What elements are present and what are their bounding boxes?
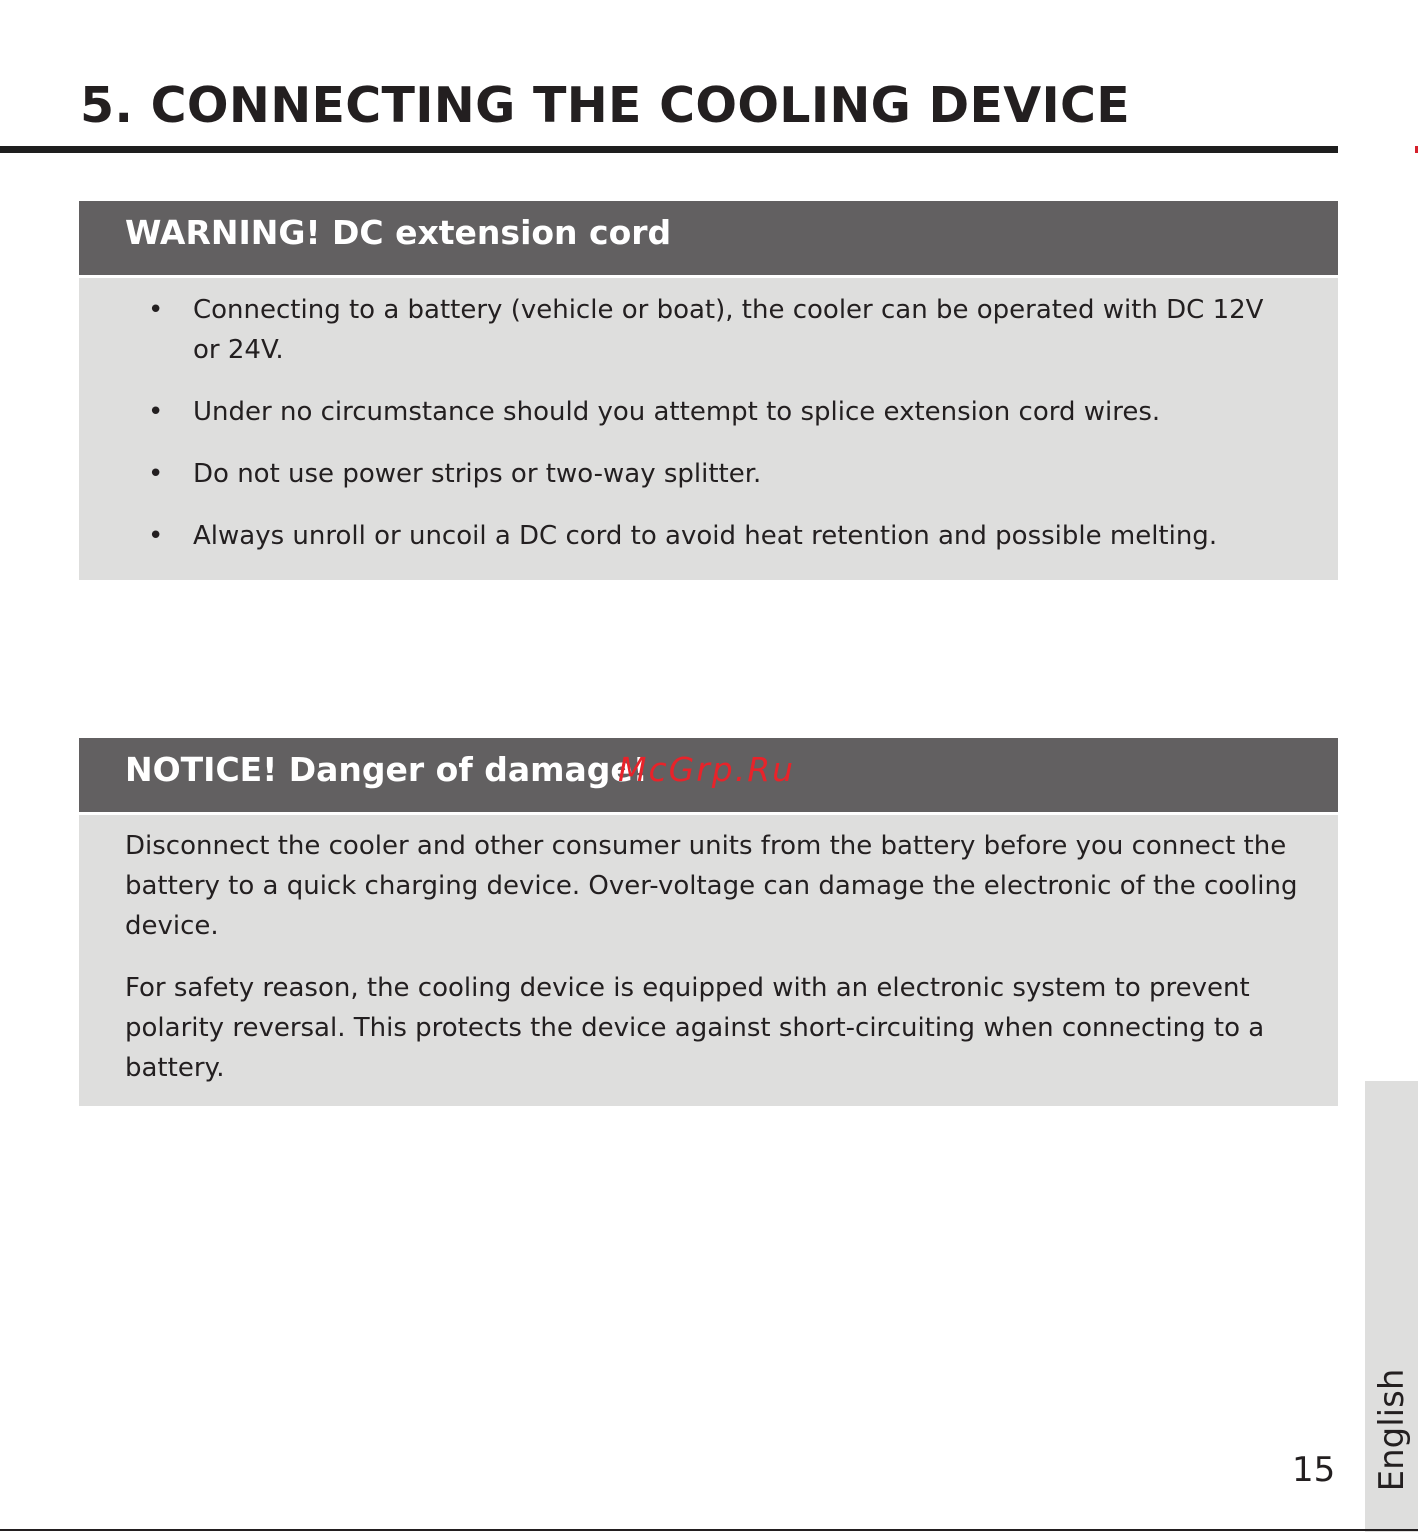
warning-heading: WARNING! DC extension cord — [125, 213, 672, 252]
watermark: McGrp.Ru — [618, 750, 796, 789]
list-item-text: Always unroll or uncoil a DC cord to avoid heat retention and possible melting. — [193, 521, 1218, 551]
warning-list — [79, 290, 1338, 578]
bullet-icon: • — [148, 521, 164, 551]
list-item-text: Under no circumstance should you attempt to splice extension cord wires. — [193, 397, 1161, 427]
list-item-text: Do not use power strips or two-way splitter. — [193, 459, 762, 489]
list-item — [79, 516, 1338, 556]
list-item — [79, 290, 1338, 370]
warning-header — [79, 201, 1338, 275]
notice-body — [79, 815, 1338, 1106]
language-tab-label: English — [1371, 1368, 1412, 1492]
notice-paragraph: For safety reason, the cooling device is equipped with an electronic system to prevent polarity reversal. This protects the device against short-circuiting when connecting to a battery. — [125, 973, 1265, 1083]
bullet-icon: • — [148, 459, 164, 489]
list-item — [79, 392, 1338, 432]
notice-paragraph: Disconnect the cooler and other consumer units from the battery before you connect the battery to a quick charging device. Over-voltage can damage the electronic of the cooling device. — [125, 831, 1298, 941]
list-item-text: Connecting to a battery (vehicle or boat), the cooler can be operated with DC 12V or 24V. — [193, 295, 1264, 365]
title-rule — [0, 146, 1338, 153]
bottom-rule — [0, 1529, 1418, 1531]
notice-heading: NOTICE! Danger of damage! — [125, 750, 648, 789]
page-title: 5. CONNECTING THE COOLING DEVICE — [80, 77, 1131, 134]
language-tab — [1365, 1081, 1418, 1532]
bullet-icon: • — [148, 397, 164, 427]
page-number: 15 — [1292, 1450, 1336, 1490]
list-item — [79, 454, 1338, 494]
warning-body — [79, 278, 1338, 580]
bullet-icon: • — [148, 295, 164, 325]
